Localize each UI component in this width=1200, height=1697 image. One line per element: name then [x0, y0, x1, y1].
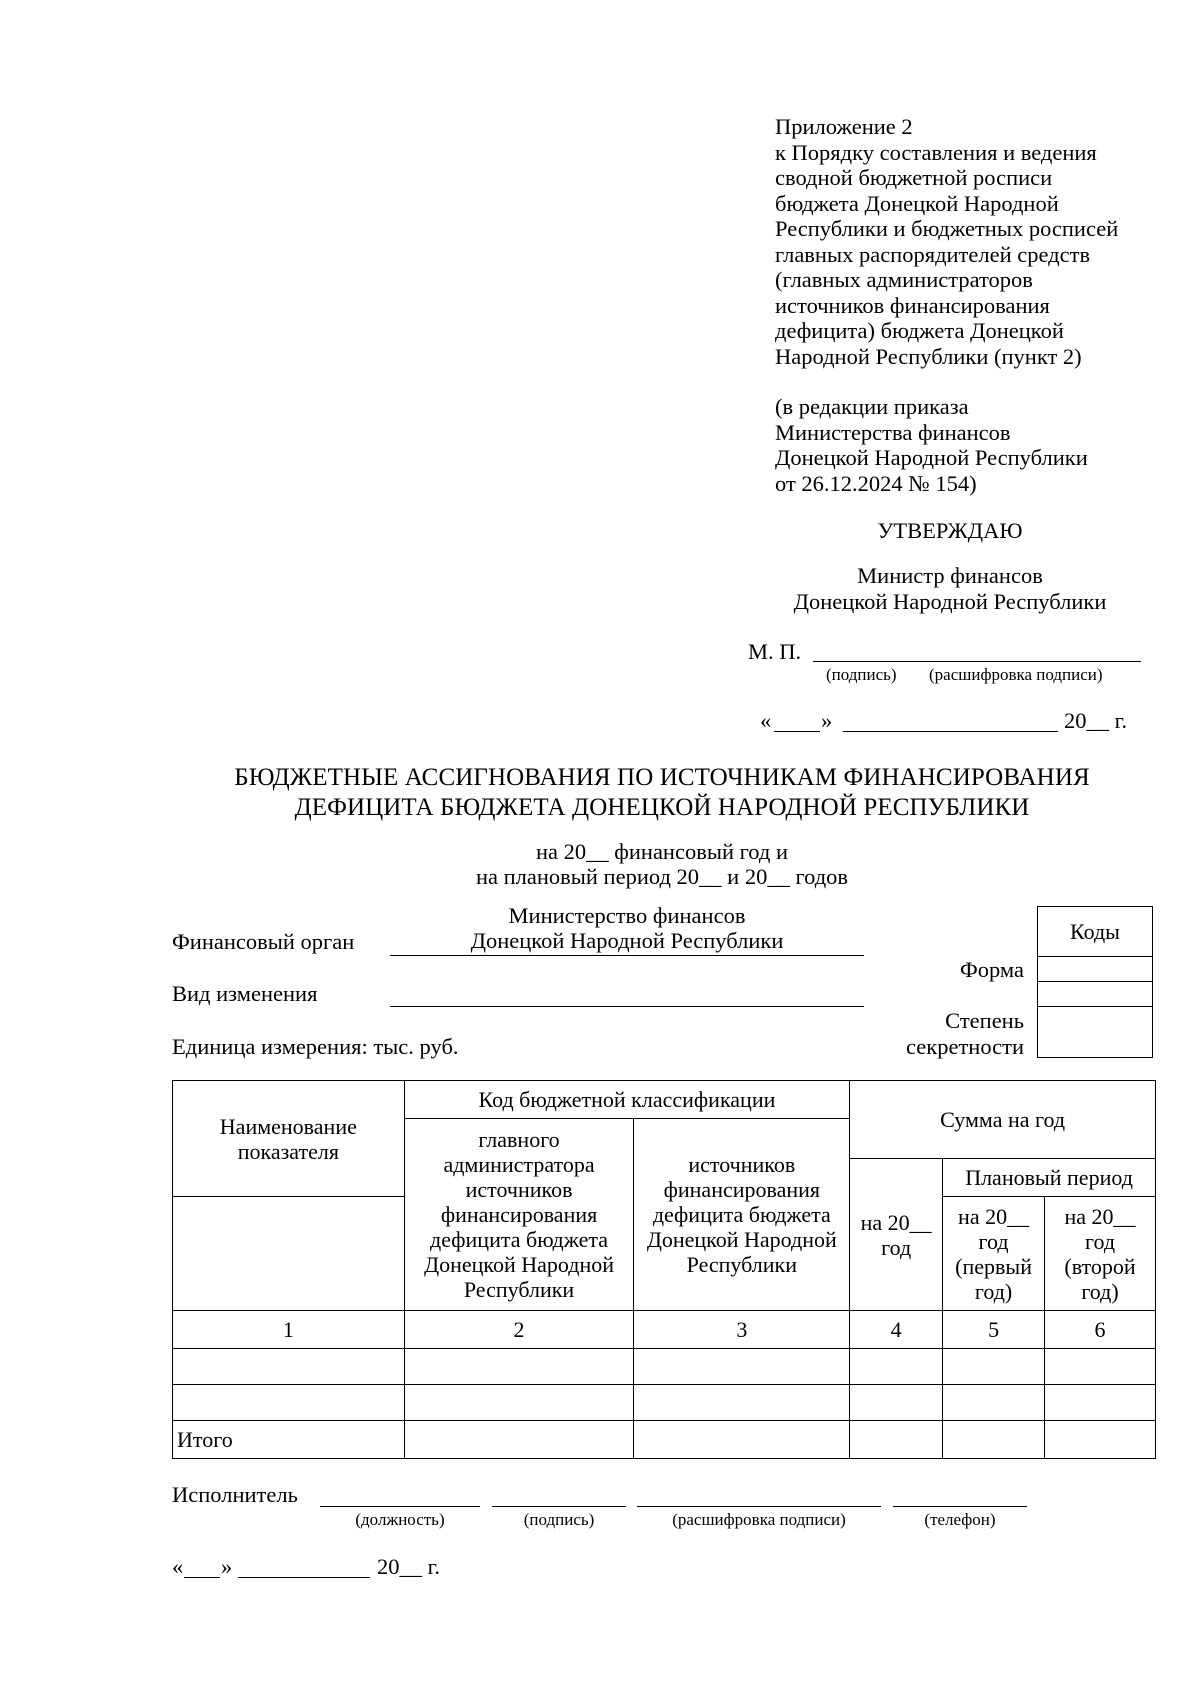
table-cell[interactable]: [1045, 1349, 1156, 1385]
period-line1: на 20__ финансовый год и: [536, 839, 788, 864]
table-cell[interactable]: [850, 1349, 943, 1385]
executor-decoding-caption: (расшифровка подписи): [672, 1510, 846, 1529]
table-cell[interactable]: [404, 1349, 634, 1385]
approval-position-line2: Донецкой Народной Республики: [793, 589, 1107, 614]
form-code-cell[interactable]: [1038, 957, 1153, 982]
appendix-block: [775, 114, 1175, 496]
table-cell[interactable]: [634, 1349, 850, 1385]
footer-quote-close: »: [221, 1554, 233, 1579]
secrecy-label-line2: секретности: [906, 1034, 1024, 1059]
table-cell[interactable]: [634, 1421, 850, 1459]
col-number: 5: [943, 1311, 1045, 1349]
fin-org-value-line2: Донецкой Народной Республики: [470, 928, 784, 953]
document-title: [0, 763, 1200, 823]
appendix-line: источников финансирования: [775, 292, 1050, 318]
change-type-line[interactable]: [390, 1006, 864, 1007]
signature-line[interactable]: [813, 661, 1141, 662]
table-row: [173, 1385, 1156, 1421]
fin-org-value: [390, 903, 864, 953]
signature-caption: (подпись): [826, 665, 897, 684]
position-caption: (должность): [355, 1510, 445, 1529]
table-cell[interactable]: [404, 1385, 634, 1421]
appendix-line: Приложение 2: [775, 114, 913, 139]
table-cell[interactable]: [173, 1385, 405, 1421]
col-number: 1: [173, 1311, 405, 1349]
edition-line: (в редакции приказа: [775, 394, 969, 419]
col-second-year-header: на 20__ год (второй год): [1045, 1197, 1156, 1311]
executor-phone-line[interactable]: [893, 1506, 1027, 1507]
executor-label: Исполнитель: [172, 1482, 298, 1507]
edition-line: Министерства финансов: [775, 419, 1011, 445]
fin-org-label: Финансовый орган: [172, 929, 355, 954]
approval-quote-open: «: [760, 708, 772, 733]
col-first-year-header: на 20__ год (первый год): [943, 1197, 1045, 1311]
table-cell[interactable]: [943, 1385, 1045, 1421]
appendix-line: бюджета Донецкой Народной: [775, 190, 1059, 216]
table-cell[interactable]: [850, 1421, 943, 1459]
sum-group-header: Сумма на год: [850, 1081, 1156, 1159]
table-cell[interactable]: [943, 1421, 1045, 1459]
unit-label: Единица измерения: тыс. руб.: [172, 1034, 459, 1059]
appendix-line: дефицита) бюджета Донецкой: [775, 318, 1064, 343]
appendix-line: Народной Республики (пункт 2): [775, 343, 1082, 369]
codes-header: Коды: [1038, 907, 1153, 957]
footer-quote-open: «: [172, 1554, 184, 1579]
appendix-line: к Порядку составления и ведения: [775, 139, 1097, 165]
approval-position-line1: Министр финансов: [857, 563, 1043, 588]
allocations-table: [172, 1080, 1156, 1459]
table-cell[interactable]: [850, 1385, 943, 1421]
footer-year: 20__ г.: [377, 1554, 440, 1579]
col-number: 6: [1045, 1311, 1156, 1349]
col-number: 4: [850, 1311, 943, 1349]
appendix-line: Республики и бюджетных росписей: [775, 216, 1119, 241]
executor-decoding-line[interactable]: [637, 1506, 881, 1507]
title-line2: ДЕФИЦИТА БЮДЖЕТА ДОНЕЦКОЙ НАРОДНОЙ РЕСПУБЛИКИ: [294, 794, 1030, 821]
approval-day-line[interactable]: [774, 731, 820, 732]
executor-signature-caption: (подпись): [523, 1510, 595, 1529]
fin-org-value-line1: Министерство финансов: [508, 903, 746, 928]
secrecy-code-cell[interactable]: [1038, 1007, 1153, 1058]
approval-month-line[interactable]: [843, 731, 1058, 732]
col-number: 2: [404, 1311, 634, 1349]
appendix-line: (главных администраторов: [775, 267, 1033, 292]
table-cell[interactable]: [1045, 1421, 1156, 1459]
period-block: [0, 839, 1200, 889]
title-line1: БЮДЖЕТНЫЕ АССИГНОВАНИЯ ПО ИСТОЧНИКАМ ФИНАНСИРОВАНИЯ: [234, 764, 1090, 791]
table-cell[interactable]: [1045, 1385, 1156, 1421]
approval-year: 20__ г.: [1064, 708, 1127, 733]
signature-decoding-caption: (расшифровка подписи): [929, 665, 1103, 684]
edition-line: от 26.12.2024 № 154): [775, 470, 977, 496]
total-label: Итого: [173, 1421, 405, 1459]
table-cell[interactable]: [943, 1349, 1045, 1385]
appendix-line: главных распорядителей средств: [775, 241, 1091, 267]
col-number: 3: [634, 1311, 850, 1349]
codes-table: [1037, 906, 1153, 1058]
edition-line: Донецкой Народной Республики: [775, 445, 1088, 470]
col-name-spacer: [173, 1197, 405, 1311]
approval-position: [760, 563, 1140, 615]
extra-code-cell[interactable]: [1038, 982, 1153, 1007]
fin-org-line: [390, 955, 864, 956]
secrecy-label-line1: Степень: [945, 1008, 1024, 1033]
col-sources-header: источников финансирования дефицита бюджета Донецкой Народной Республики: [634, 1119, 850, 1311]
change-type-label: Вид изменения: [172, 981, 318, 1006]
table-cell[interactable]: [173, 1349, 405, 1385]
executor-signature-line[interactable]: [492, 1506, 626, 1507]
stamp-label: М. П.: [748, 639, 802, 664]
form-label: Форма: [959, 957, 1024, 982]
total-row: [173, 1421, 1156, 1459]
footer-day-line[interactable]: [184, 1577, 220, 1578]
col-name-header: Наименование показателя: [173, 1081, 405, 1197]
table-cell[interactable]: [404, 1421, 634, 1459]
planned-group-header: Плановый период: [943, 1159, 1156, 1197]
period-line2: на плановый период 20__ и 20__ годов: [475, 864, 849, 889]
approval-heading: УТВЕРЖДАЮ: [877, 518, 1023, 543]
table-row: [173, 1349, 1156, 1385]
approval-quote-close: »: [821, 708, 833, 733]
phone-caption: (телефон): [924, 1510, 996, 1529]
col-admin-header: главного администратора источников финансирования дефицита бюджета Донецкой Народной Республики: [404, 1119, 634, 1311]
secrecy-label: [880, 1008, 1024, 1060]
budget-code-group-header: Код бюджетной классификации: [404, 1081, 850, 1119]
appendix-line: сводной бюджетной росписи: [775, 165, 1053, 190]
table-cell[interactable]: [634, 1385, 850, 1421]
executor-position-line[interactable]: [320, 1506, 480, 1507]
col-year-header: на 20__ год: [850, 1159, 943, 1311]
footer-month-line[interactable]: [238, 1577, 370, 1578]
